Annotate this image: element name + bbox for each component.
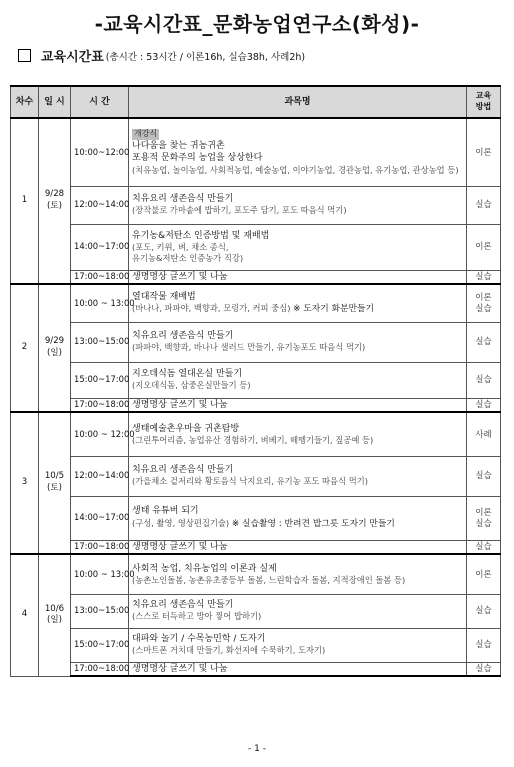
course-cell bbox=[129, 594, 467, 628]
course-title: 유기농&저탄소 인증방법 및 재배법 bbox=[132, 230, 270, 241]
course-title: 열대작물 재배법 bbox=[132, 291, 196, 302]
time-cell: 17:00~18:00 bbox=[71, 398, 129, 412]
header-course: 과목명 bbox=[129, 86, 467, 118]
course-detail bbox=[132, 518, 463, 531]
date-text: 10/5 bbox=[44, 471, 65, 482]
course-title: 치유요리 생존음식 만들기 bbox=[132, 465, 234, 476]
round-cell: 1 bbox=[11, 118, 39, 284]
table-row bbox=[11, 270, 501, 284]
course-detail: (그린투어리즘, 농업유산 경험하기, 벼베기, 떼뗑기들기, 짚공예 등) bbox=[132, 434, 374, 445]
table-row bbox=[11, 284, 501, 322]
method-cell: 실습 bbox=[467, 186, 501, 224]
course-cell bbox=[129, 118, 467, 186]
section-label: 교육시간표 bbox=[41, 50, 104, 65]
checkbox-icon bbox=[18, 49, 31, 62]
time-cell: 17:00~18:00 bbox=[71, 540, 129, 554]
table-row bbox=[11, 628, 501, 662]
method-cell: 실습 bbox=[467, 540, 501, 554]
date-cell bbox=[39, 284, 71, 412]
opening-badge: 개강식 bbox=[134, 128, 158, 138]
table-row bbox=[11, 118, 501, 186]
method-cell: 실습 bbox=[467, 322, 501, 362]
method-cell: 이론 실습 bbox=[467, 496, 501, 540]
time-cell: 14:00~17:00 bbox=[71, 224, 129, 270]
total-hours-note: (총시간 : 53시간 / 이론16h, 실습38h, 사례2h) bbox=[105, 51, 306, 63]
course-title: 치유요리 생존음식 만들기 bbox=[132, 331, 234, 342]
course-cell bbox=[129, 554, 467, 594]
table-row bbox=[11, 662, 501, 676]
course-title: 지오데식돔 열대온실 만들기 bbox=[132, 369, 243, 380]
course-cell bbox=[129, 270, 467, 284]
date-cell bbox=[39, 412, 71, 554]
time-cell: 17:00~18:00 bbox=[71, 662, 129, 676]
method-cell: 실습 bbox=[467, 662, 501, 676]
method-cell: 실습 bbox=[467, 456, 501, 496]
course-cell bbox=[129, 322, 467, 362]
table-row bbox=[11, 186, 501, 224]
course-cell bbox=[129, 186, 467, 224]
method-cell: 사례 bbox=[467, 412, 501, 456]
course-cell bbox=[129, 456, 467, 496]
course-detail: (장작불로 가마솥에 밥하기, 포도주 담기, 포도 따음식 먹기) bbox=[132, 205, 347, 216]
header-method: 교육 방법 bbox=[467, 86, 501, 118]
course-detail: (스마트폰 거치대 만들기, 화선지에 수묵하기, 도자기) bbox=[132, 645, 326, 656]
date-cell bbox=[39, 554, 71, 676]
course-title: 대파와 놀기 / 수목농민학 / 도자기 bbox=[132, 634, 266, 645]
header-date: 일 시 bbox=[39, 86, 71, 118]
course-title: 생명명상 글쓰기 및 나눔 bbox=[132, 663, 228, 674]
course-detail: (지오데식돔, 삼중온실만들기 등) bbox=[132, 380, 251, 391]
time-cell: 10:00 ~ 13:00 bbox=[71, 554, 129, 594]
weekday-text: (토) bbox=[46, 483, 62, 493]
course-cell bbox=[129, 362, 467, 398]
course-cell bbox=[129, 540, 467, 554]
course-cell bbox=[129, 398, 467, 412]
time-cell: 13:00~15:00 bbox=[71, 594, 129, 628]
course-cell bbox=[129, 662, 467, 676]
table-row bbox=[11, 398, 501, 412]
course-title: 생명명상 글쓰기 및 나눔 bbox=[132, 399, 228, 410]
method-cell: 실습 bbox=[467, 270, 501, 284]
table-row bbox=[11, 322, 501, 362]
course-cell bbox=[129, 496, 467, 540]
time-cell: 15:00~17:00 bbox=[71, 628, 129, 662]
course-title: 치유요리 생존음식 만들기 bbox=[132, 600, 234, 611]
course-cell bbox=[129, 284, 467, 322]
method-cell: 실습 bbox=[467, 398, 501, 412]
header-round: 차수 bbox=[11, 86, 39, 118]
weekday-text: (일) bbox=[46, 615, 62, 626]
time-cell: 15:00~17:00 bbox=[71, 362, 129, 398]
method-cell: 실습 bbox=[467, 362, 501, 398]
round-cell: 3 bbox=[11, 412, 39, 554]
method-cell: 이론 bbox=[467, 554, 501, 594]
course-detail-text: (구성, 촬영, 영상편집기술) bbox=[132, 517, 230, 528]
time-cell: 12:00~14:00 bbox=[71, 456, 129, 496]
course-detail bbox=[132, 303, 463, 316]
course-detail: (포도, 키위, 벼, 채소 종식, 유기농&저탄소 인증농가 직강) bbox=[132, 241, 244, 264]
time-cell: 10:00 ~ 12:00 bbox=[71, 412, 129, 456]
course-detail: (파파야, 백향과, 바나나 샐러드 만들기, 유기농포도 따음식 먹기) bbox=[132, 342, 366, 353]
header-time: 시 간 bbox=[71, 86, 129, 118]
round-cell: 4 bbox=[11, 554, 39, 676]
section-heading bbox=[18, 46, 305, 65]
page-title: -교육시간표_문화농업연구소(화성)- bbox=[94, 12, 420, 36]
course-detail: (스스로 터득하고 방아 찧어 밥하기) bbox=[132, 611, 262, 622]
date-cell bbox=[39, 118, 71, 284]
time-cell: 10:00~12:00 bbox=[71, 118, 129, 186]
date-text: 10/6 bbox=[44, 603, 65, 614]
date-text: 9/28 bbox=[44, 189, 65, 200]
method-cell: 실습 bbox=[467, 594, 501, 628]
weekday-text: (토) bbox=[46, 201, 62, 211]
course-title: 치유요리 생존음식 만들기 bbox=[132, 194, 234, 205]
course-extra-note: ※ 도자기 화분만들기 bbox=[293, 303, 375, 314]
course-detail: (가을채소 겉저리와 황토음식 낙지요리, 유기농 포도 따음식 먹기) bbox=[132, 476, 368, 487]
table-row bbox=[11, 554, 501, 594]
course-cell bbox=[129, 412, 467, 456]
table-row bbox=[11, 540, 501, 554]
schedule-table bbox=[10, 85, 501, 677]
table-row bbox=[11, 496, 501, 540]
time-cell: 12:00~14:00 bbox=[71, 186, 129, 224]
weekday-text: (일) bbox=[46, 348, 62, 358]
round-cell: 2 bbox=[11, 284, 39, 412]
table-row bbox=[11, 362, 501, 398]
course-title: 사회적 농업, 치유농업의 이론과 실제 bbox=[132, 563, 277, 574]
method-cell: 이론 실습 bbox=[467, 284, 501, 322]
course-detail: (농촌노인돌봄, 농촌유초중등부 돌봄, 느린학습자 돌봄, 지적장애인 돌봄 등) bbox=[132, 574, 406, 585]
time-cell: 17:00~18:00 bbox=[71, 270, 129, 284]
course-detail: (치유농업, 놀이농업, 사회적농업, 예술농업, 이야기농업, 경관농업, 유기농업, 관상농업 등) bbox=[132, 164, 459, 175]
date-text: 9/29 bbox=[44, 336, 65, 347]
course-title: 생태 유튜버 되기 bbox=[132, 506, 199, 517]
course-extra-note: ※ 실습촬영 : 반려견 밥그릇 도자기 만들기 bbox=[231, 518, 395, 529]
course-cell bbox=[129, 224, 467, 270]
table-row bbox=[11, 594, 501, 628]
course-title: 생명명상 글쓰기 및 나눔 bbox=[132, 541, 228, 552]
time-cell: 14:00~17:00 bbox=[71, 496, 129, 540]
course-cell bbox=[129, 628, 467, 662]
course-title: 생태예술촌우마을 귀촌탐방 bbox=[132, 423, 240, 434]
table-row bbox=[11, 456, 501, 496]
course-detail-text: (바나나, 파파야, 백향과, 모링가, 커피 중심) bbox=[132, 302, 291, 313]
method-cell: 이론 bbox=[467, 118, 501, 186]
method-cell: 이론 bbox=[467, 224, 501, 270]
time-cell: 13:00~15:00 bbox=[71, 322, 129, 362]
course-title: 생명명상 글쓰기 및 나눔 bbox=[132, 271, 228, 282]
method-cell: 실습 bbox=[467, 628, 501, 662]
course-title: 나다움을 찾는 귀농귀촌 포용적 문화주의 농업을 상상한다 bbox=[132, 141, 263, 164]
time-cell: 10:00 ~ 13:00 bbox=[71, 284, 129, 322]
table-row bbox=[11, 224, 501, 270]
page-number: - 1 - bbox=[248, 744, 266, 754]
table-row bbox=[11, 412, 501, 456]
